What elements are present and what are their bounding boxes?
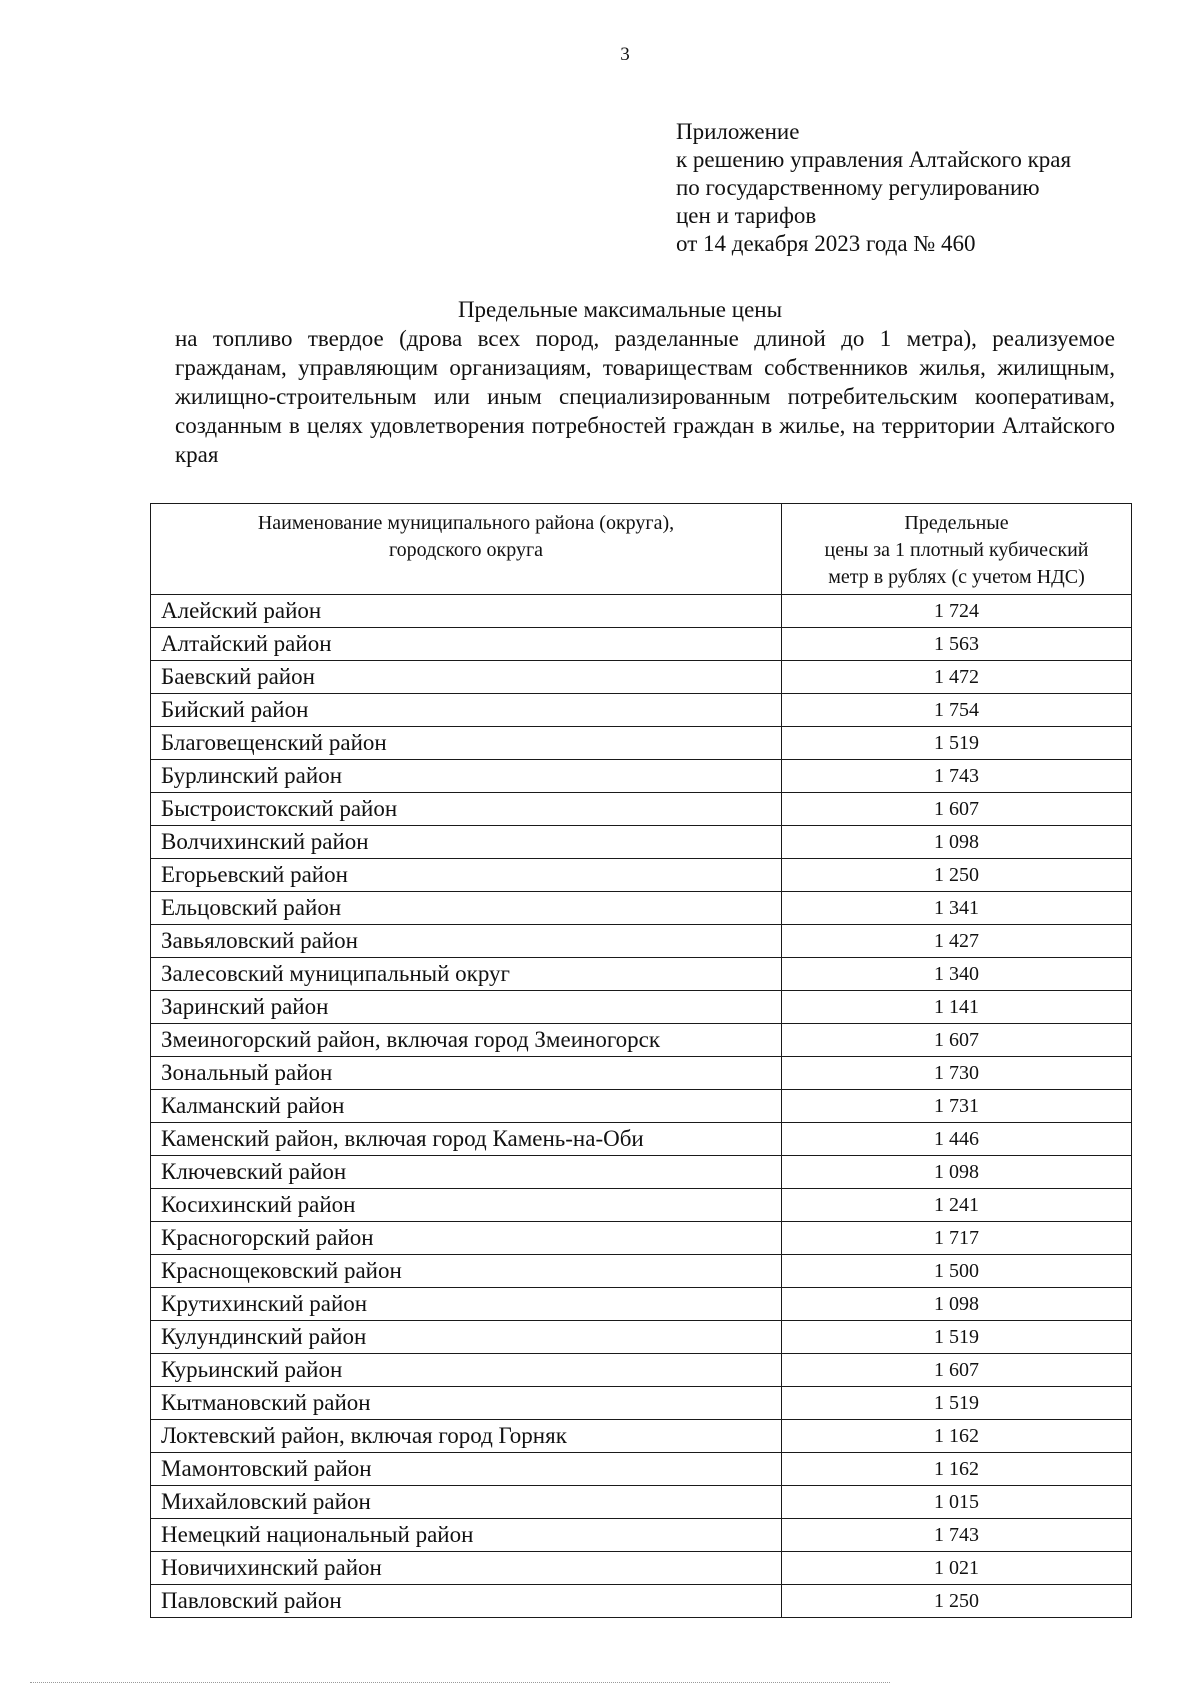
district-name-cell: Краснощековский район xyxy=(151,1255,782,1288)
price-cell: 1 250 xyxy=(782,1585,1132,1618)
district-name-cell: Немецкий национальный район xyxy=(151,1519,782,1552)
table-row xyxy=(151,1024,1132,1057)
price-cell: 1 472 xyxy=(782,661,1132,694)
district-name-cell: Михайловский район xyxy=(151,1486,782,1519)
table-row xyxy=(151,892,1132,925)
district-name-cell: Завьяловский район xyxy=(151,925,782,958)
price-cell: 1 519 xyxy=(782,1321,1132,1354)
table-row xyxy=(151,1552,1132,1585)
district-name-cell: Красногорский район xyxy=(151,1222,782,1255)
table-row xyxy=(151,826,1132,859)
scan-edge-line xyxy=(30,1682,890,1683)
header-name-column xyxy=(151,504,782,595)
district-name-cell: Крутихинский район xyxy=(151,1288,782,1321)
table-row xyxy=(151,1519,1132,1552)
district-name-cell: Калманский район xyxy=(151,1090,782,1123)
table-row xyxy=(151,1486,1132,1519)
district-name-cell: Бийский район xyxy=(151,694,782,727)
district-name-cell: Ельцовский район xyxy=(151,892,782,925)
district-name-cell: Баевский район xyxy=(151,661,782,694)
table-row xyxy=(151,1090,1132,1123)
district-name-cell: Новичихинский район xyxy=(151,1552,782,1585)
table-row xyxy=(151,661,1132,694)
district-name-cell: Мамонтовский район xyxy=(151,1453,782,1486)
table-row xyxy=(151,628,1132,661)
district-name-cell: Алтайский район xyxy=(151,628,782,661)
page-number: 3 xyxy=(620,44,630,65)
district-name-cell: Егорьевский район xyxy=(151,859,782,892)
district-name-cell: Заринский район xyxy=(151,991,782,1024)
district-name-cell: Алейский район xyxy=(151,595,782,628)
price-cell: 1 730 xyxy=(782,1057,1132,1090)
price-cell: 1 519 xyxy=(782,1387,1132,1420)
district-name-cell: Быстроистокский район xyxy=(151,793,782,826)
header-price-column xyxy=(782,504,1132,595)
price-cell: 1 607 xyxy=(782,793,1132,826)
appendix-line: цен и тарифов xyxy=(676,203,817,228)
district-name-cell: Ключевский район xyxy=(151,1156,782,1189)
price-cell: 1 500 xyxy=(782,1255,1132,1288)
table-row xyxy=(151,1156,1132,1189)
appendix-line: от 14 декабря 2023 года № 460 xyxy=(676,231,976,256)
document-title: Предельные максимальные цены xyxy=(457,297,783,322)
price-cell: 1 427 xyxy=(782,925,1132,958)
price-cell: 1 724 xyxy=(782,595,1132,628)
price-cell: 1 021 xyxy=(782,1552,1132,1585)
price-cell: 1 563 xyxy=(782,628,1132,661)
district-name-cell: Благовещенский район xyxy=(151,727,782,760)
table-row xyxy=(151,1057,1132,1090)
price-cell: 1 743 xyxy=(782,1519,1132,1552)
price-cell: 1 446 xyxy=(782,1123,1132,1156)
table-row xyxy=(151,1123,1132,1156)
table-row xyxy=(151,694,1132,727)
price-cell: 1 241 xyxy=(782,1189,1132,1222)
table-row xyxy=(151,859,1132,892)
price-cell: 1 717 xyxy=(782,1222,1132,1255)
price-table xyxy=(150,503,1132,1618)
price-cell: 1 731 xyxy=(782,1090,1132,1123)
table-row xyxy=(151,1453,1132,1486)
price-cell: 1 754 xyxy=(782,694,1132,727)
header-text: Предельные xyxy=(904,512,1009,534)
district-name-cell: Каменский район, включая город Камень-на-Оби xyxy=(151,1123,782,1156)
header-text: метр в рублях (с учетом НДС) xyxy=(828,566,1085,588)
price-cell: 1 341 xyxy=(782,892,1132,925)
header-text: городского округа xyxy=(388,539,544,561)
appendix-line: по государственному регулированию xyxy=(676,175,1040,200)
price-cell: 1 250 xyxy=(782,859,1132,892)
appendix-line: Приложение xyxy=(676,119,800,144)
table-row xyxy=(151,1255,1132,1288)
district-name-cell: Бурлинский район xyxy=(151,760,782,793)
appendix-block xyxy=(676,118,1156,258)
table-header-row xyxy=(151,504,1132,595)
price-cell: 1 098 xyxy=(782,826,1132,859)
table-row xyxy=(151,991,1132,1024)
table-row xyxy=(151,1321,1132,1354)
table-row xyxy=(151,727,1132,760)
table-row xyxy=(151,925,1132,958)
appendix-line: к решению управления Алтайского края xyxy=(676,147,1072,172)
price-cell: 1 098 xyxy=(782,1288,1132,1321)
district-name-cell: Павловский район xyxy=(151,1585,782,1618)
table-row xyxy=(151,760,1132,793)
price-cell: 1 607 xyxy=(782,1024,1132,1057)
district-name-cell: Зональный район xyxy=(151,1057,782,1090)
price-cell: 1 162 xyxy=(782,1453,1132,1486)
district-name-cell: Кытмановский район xyxy=(151,1387,782,1420)
price-cell: 1 340 xyxy=(782,958,1132,991)
district-name-cell: Косихинский район xyxy=(151,1189,782,1222)
table-row xyxy=(151,1288,1132,1321)
table-row xyxy=(151,1222,1132,1255)
district-name-cell: Волчихинский район xyxy=(151,826,782,859)
district-name-cell: Змеиногорский район, включая город Змеиногорск xyxy=(151,1024,782,1057)
price-cell: 1 607 xyxy=(782,1354,1132,1387)
district-name-cell: Локтевский район, включая город Горняк xyxy=(151,1420,782,1453)
price-cell: 1 141 xyxy=(782,991,1132,1024)
header-text: Наименование муниципального района (округа), xyxy=(257,512,675,534)
price-cell: 1 098 xyxy=(782,1156,1132,1189)
price-cell: 1 519 xyxy=(782,727,1132,760)
document-subtitle: на топливо твердое (дрова всех пород, разделанные длиной до 1 метра), реализуемое гражданам, управляющим организациям, товариществам собственников жилья, жилищным, жилищно-строительным или иным специализированным потребительским кооперативам, созданным в целях удовлетворения потребностей граждан в жилье, на территории Алтайского края xyxy=(175,326,1115,467)
table-body xyxy=(151,595,1132,1618)
table-row xyxy=(151,958,1132,991)
district-name-cell: Кулундинский район xyxy=(151,1321,782,1354)
table-row xyxy=(151,1420,1132,1453)
table-row xyxy=(151,595,1132,628)
header-text: цены за 1 плотный кубический xyxy=(824,539,1089,561)
price-cell: 1 743 xyxy=(782,760,1132,793)
table-row xyxy=(151,1354,1132,1387)
table-row xyxy=(151,1387,1132,1420)
price-cell: 1 015 xyxy=(782,1486,1132,1519)
table-row xyxy=(151,1585,1132,1618)
district-name-cell: Курьинский район xyxy=(151,1354,782,1387)
table-row xyxy=(151,1189,1132,1222)
price-cell: 1 162 xyxy=(782,1420,1132,1453)
district-name-cell: Залесовский муниципальный округ xyxy=(151,958,782,991)
table-row xyxy=(151,793,1132,826)
